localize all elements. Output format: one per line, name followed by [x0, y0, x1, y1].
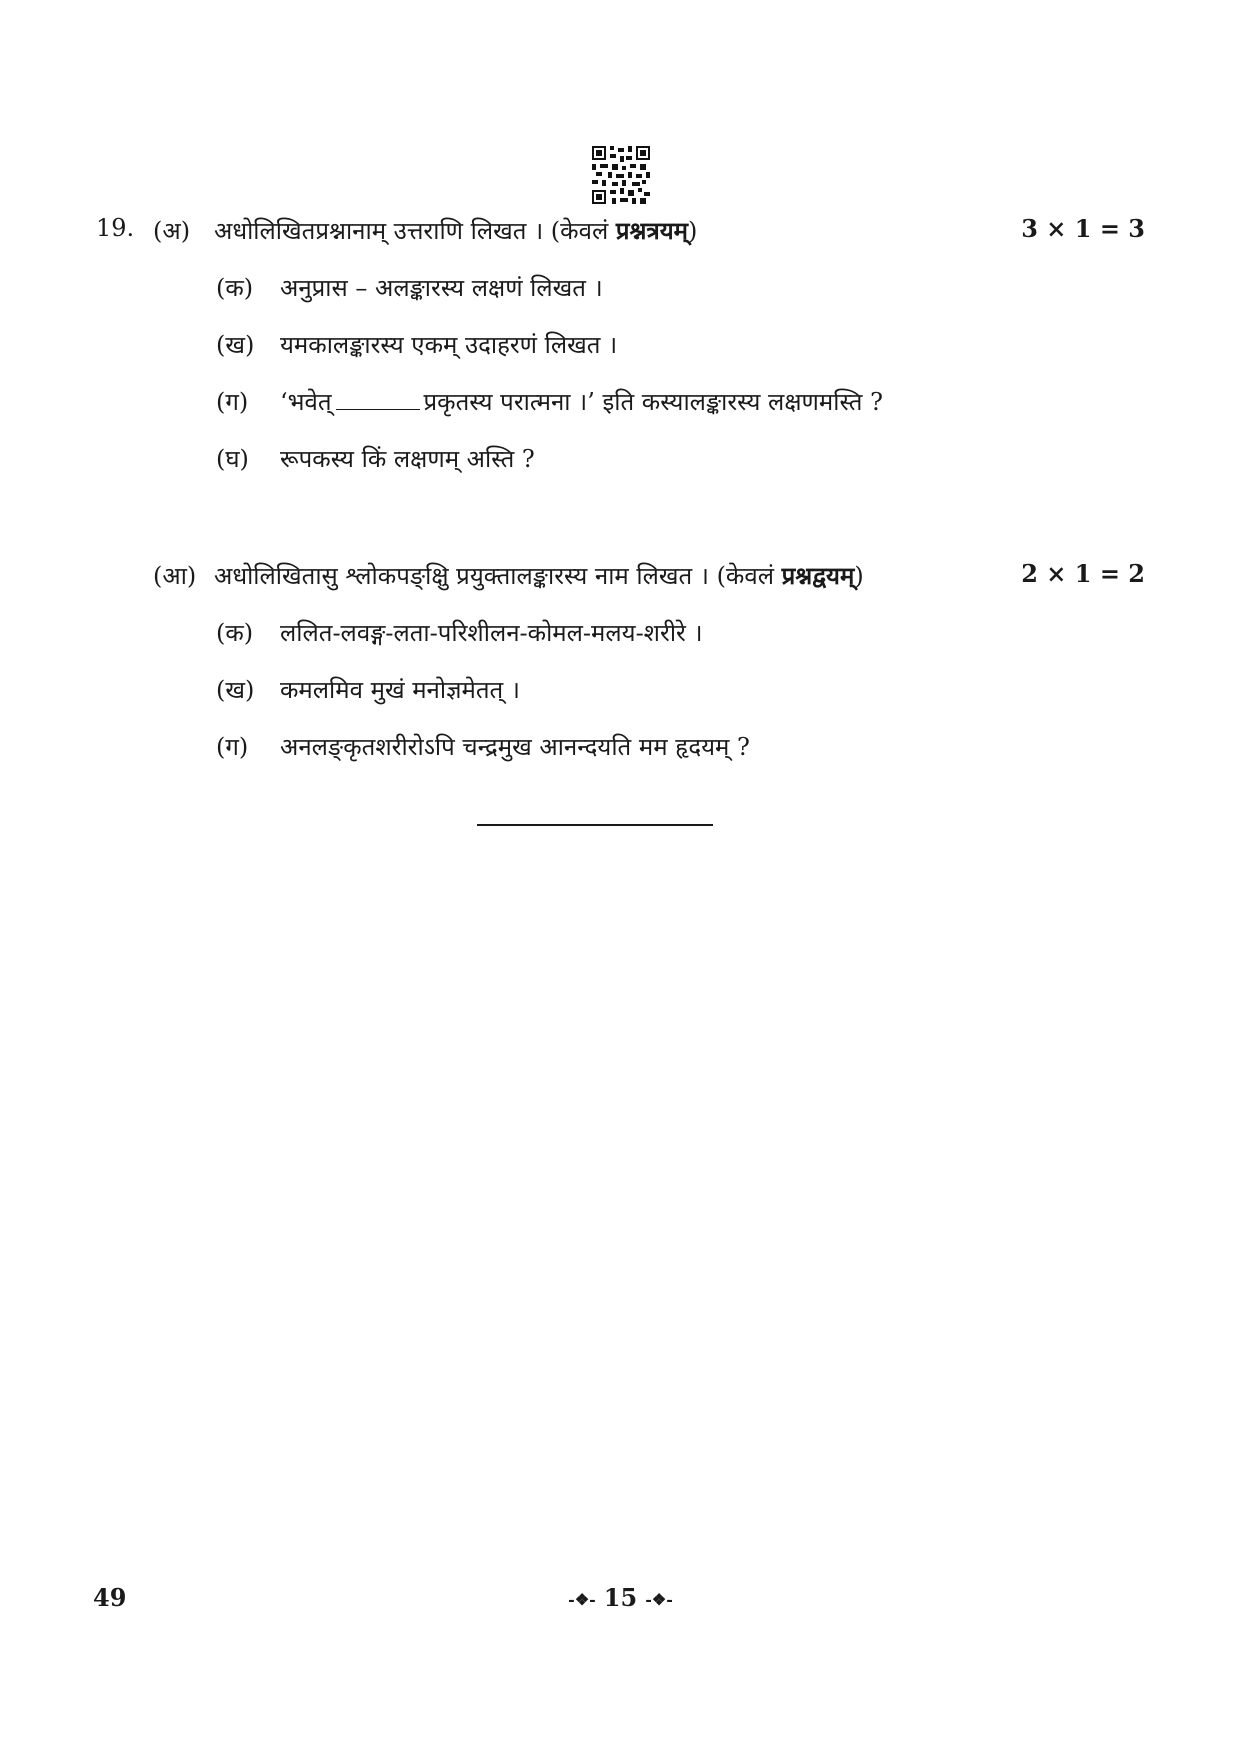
item-label: (ग) [216, 733, 249, 761]
page-number: -❖- 15 -❖- [568, 1583, 673, 1612]
part-b-instruction: अधोलिखितासु श्लोकपङ्क्षिु प्रयुक्तालङ्कारस्य नाम लिखत । (केवलं प्रश्नद्वयम्) [214, 561, 864, 590]
item-label: (ख) [216, 331, 255, 359]
fill-in-blank [336, 389, 420, 410]
section-end-divider [477, 824, 713, 826]
paper-code: 49 [93, 1583, 127, 1612]
part-a-marks: 3 × 1 = 3 [1021, 214, 1145, 243]
part-b-label: (आ) [153, 562, 197, 590]
item-text: ‘भवेत् प्रकृतस्य परात्मना ।’ इति कस्यालङ्कारस्य लक्षणमस्ति ? [280, 388, 883, 416]
ornament-icon: -❖- [645, 1590, 673, 1609]
question-number: 19. [96, 214, 135, 242]
part-b-marks: 2 × 1 = 2 [1021, 559, 1145, 588]
item-text: अनुप्रास – अलङ्कारस्य लक्षणं लिखत । [280, 274, 603, 302]
item-text: ललित-लवङ्ग-लता-परिशीलन-कोमल-मलय-शरीरे । [280, 619, 703, 647]
item-label: (क) [216, 274, 254, 302]
item-label: (घ) [216, 445, 249, 473]
ornament-icon: -❖- [568, 1590, 596, 1609]
qr-code-icon [592, 146, 650, 204]
item-label: (ख) [216, 676, 255, 704]
item-text: कमलमिव मुखं मनोज्ञमेतत् । [280, 676, 520, 704]
part-a-instruction: अधोलिखितप्रश्नानाम् उत्तराणि लिखत । (केवलं प्रश्नत्रयम्) [214, 216, 698, 245]
item-label: (ग) [216, 388, 249, 416]
item-text: अनलङ्कृतशरीरोऽपि चन्द्रमुख आनन्दयति मम हृदयम् ? [280, 733, 750, 761]
item-text: रूपकस्य किं लक्षणम् अस्ति ? [280, 445, 535, 473]
item-text: यमकालङ्कारस्य एकम् उदाहरणं लिखत । [280, 331, 618, 359]
item-label: (क) [216, 619, 254, 647]
part-a-label: (अ) [153, 217, 191, 245]
